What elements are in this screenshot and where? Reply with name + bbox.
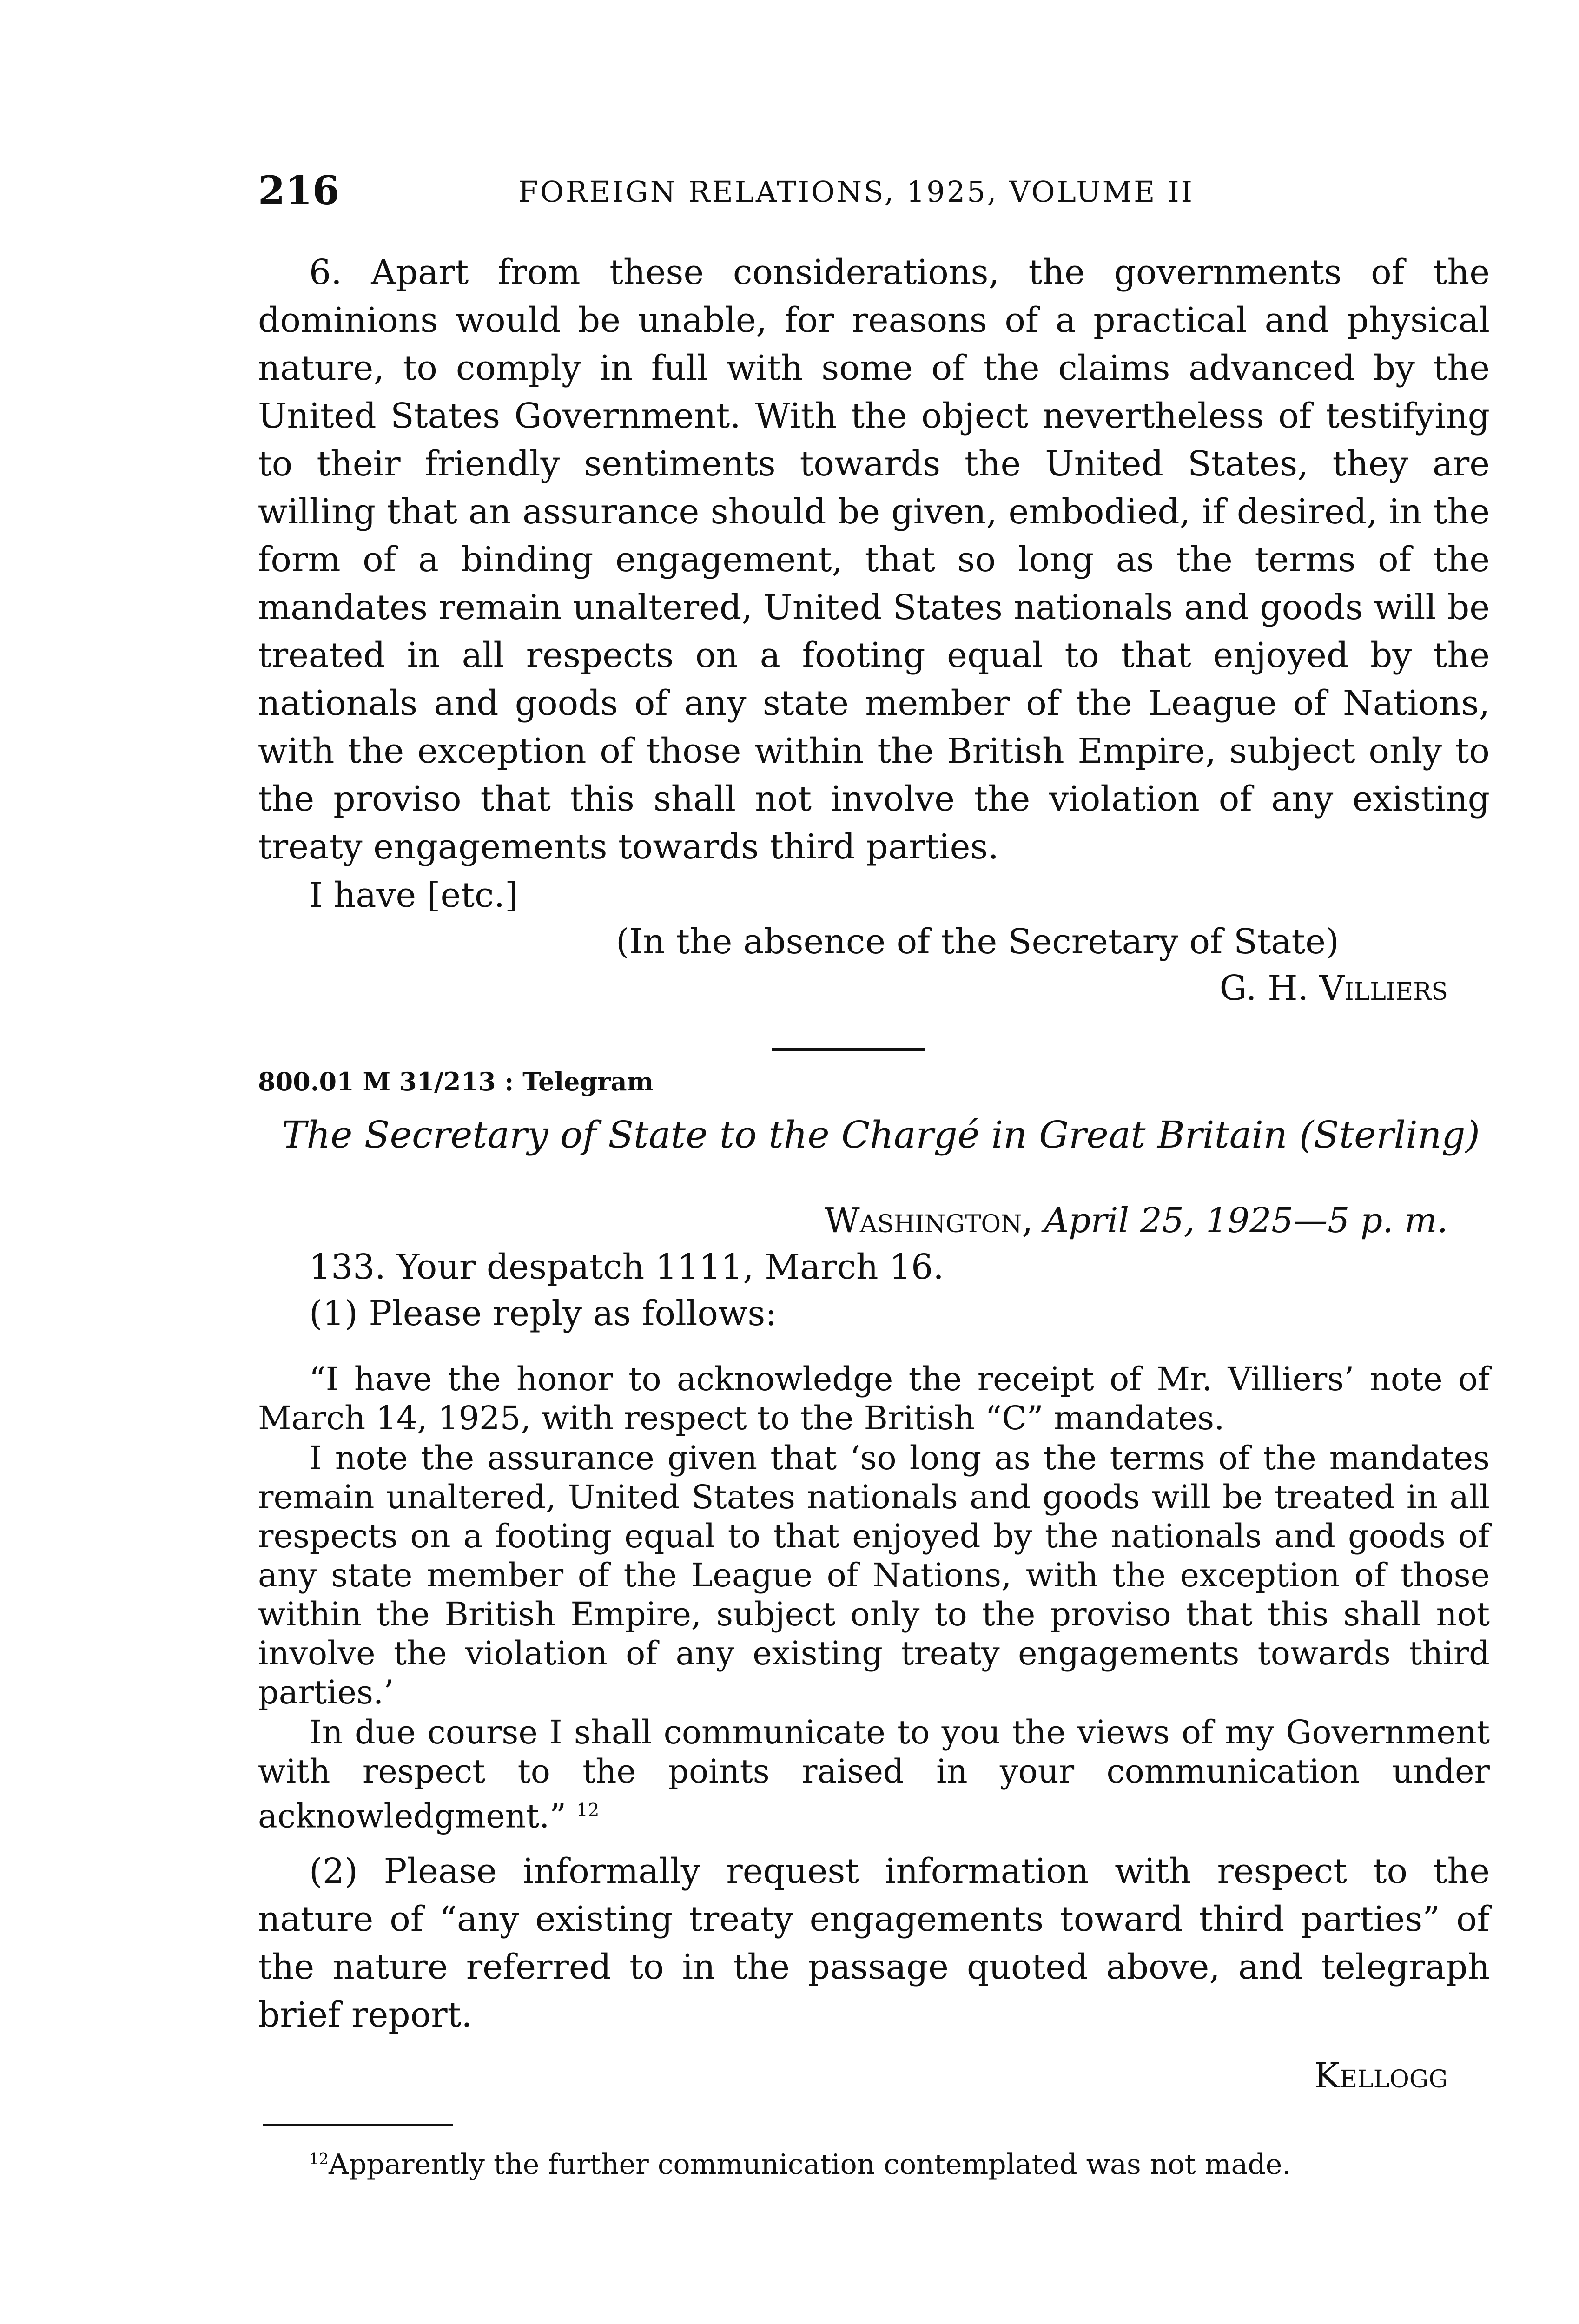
footnote <box>258 2143 1490 2181</box>
letter-closing: I have [etc.] <box>309 875 518 915</box>
quote-paragraph-2: I note the assurance given that ‘so long as the terms of the mandates remain unaltered, United States nationals and goods will be treated in all respects on a footing equal to that enjoyed by the nationals and goods of any state member of the League of Nations, with the exception of those within the British Empire, subject only to the proviso that this shall not involve the violation of any existing treaty engagements towards third parties.’ <box>258 1439 1490 1711</box>
footnote-reference: 12 <box>576 1800 600 1821</box>
page-header <box>258 167 1374 218</box>
absence-note: (In the absence of the Secretary of State) <box>616 922 1339 962</box>
section-divider <box>772 1048 925 1051</box>
dateline-date: April 25, 1925—5 p. m. <box>1044 1201 1448 1241</box>
dateline-place: Washington, <box>824 1201 1033 1241</box>
letter-paragraph-6: 6. Apart from these considerations, the governments of the dominions would be unable, for reasons of a practical and physical nature, to comply in full with some of the claims advanced by the United States Government. With the object nevertheless of testifying to their friendly sentiments towards the United States, they are willing that an assurance should be given, embodied, if desired, in the form of a binding engagement, that so long as the terms of the mandates remain unaltered, United States nationals and goods will be treated in all respects on a footing equal to that enjoyed by the nationals and goods of any state member of the League of Nations, with the exception of those within the British Empire, subject only to the proviso that this shall not involve the violation of any existing treaty engagements towards third parties. <box>258 252 1490 867</box>
quote-paragraph-1: “I have the honor to acknowledge the receipt of Mr. Villiers’ note of March 14, 1925, with respect to the British “C” mandates. <box>258 1360 1490 1437</box>
telegram-title: The Secretary of State to the Chargé in Great Britain (Sterling) <box>282 1113 1480 1156</box>
running-title: FOREIGN RELATIONS, 1925, VOLUME II <box>518 175 1195 209</box>
footnote-marker: 12 <box>309 2150 329 2168</box>
file-number: 800.01 M 31/213 : Telegram <box>258 1067 654 1096</box>
quote-paragraph-3 <box>258 1713 1490 1835</box>
quote-paragraph-3-text: In due course I shall communicate to you the views of my Government with respect to the points raised in your communication under acknowledgment.” <box>258 1713 1490 1835</box>
instruction-1: (1) Please reply as follows: <box>309 1294 777 1334</box>
villiers-signature: G. H. Villiers <box>1219 968 1448 1008</box>
kellogg-signature: Kellogg <box>1314 2056 1448 2096</box>
instruction-2: (2) Please informally request information with respect to the nature of “any existing treaty engagements toward third parties” of the nature referred to in the passage quoted above, and telegraph brief report. <box>258 1851 1490 2035</box>
footnote-text: Apparently the further communication contemplated was not made. <box>329 2148 1291 2181</box>
telegram-reference: 133. Your despatch 1111, March 16. <box>309 1247 944 1287</box>
footnote-divider <box>263 2124 453 2126</box>
page-number: 216 <box>258 167 340 213</box>
dateline <box>258 1197 1448 1245</box>
